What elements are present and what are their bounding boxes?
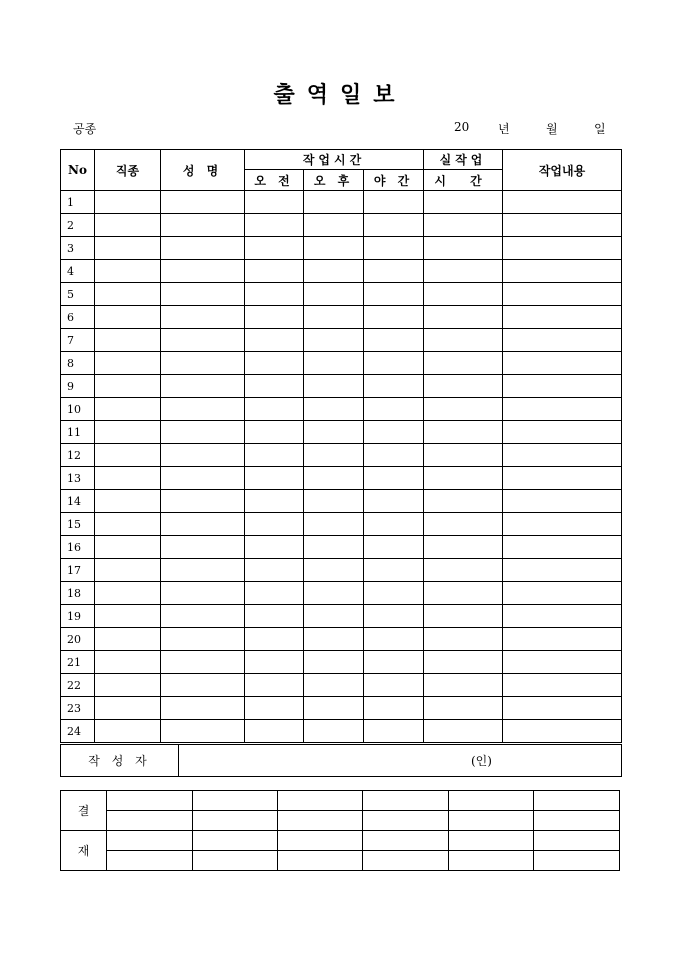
table-row	[61, 237, 622, 260]
entry-cell[interactable]	[364, 398, 424, 421]
entry-cell[interactable]	[503, 329, 622, 352]
row-number: 24	[61, 720, 95, 743]
row-number: 17	[61, 559, 95, 582]
row-number: 22	[61, 674, 95, 697]
writer-table	[60, 744, 622, 777]
row-number: 20	[61, 628, 95, 651]
entry-cell[interactable]	[503, 237, 622, 260]
approval-cell[interactable]	[363, 811, 449, 831]
entry-cell[interactable]	[424, 536, 503, 559]
entry-cell[interactable]	[161, 444, 245, 467]
row-number: 19	[61, 605, 95, 628]
approval-cell[interactable]	[278, 811, 363, 831]
entry-cell[interactable]	[364, 375, 424, 398]
entry-cell[interactable]	[245, 283, 304, 306]
entry-cell[interactable]	[161, 651, 245, 674]
row-number: 2	[61, 214, 95, 237]
approval-cell[interactable]	[534, 851, 620, 871]
table-row	[61, 651, 622, 674]
col-night: 야 간	[364, 170, 424, 191]
approval-cell[interactable]	[534, 831, 620, 851]
table-row	[61, 582, 622, 605]
entry-cell[interactable]	[424, 306, 503, 329]
entry-cell[interactable]	[424, 444, 503, 467]
entry-cell[interactable]	[503, 536, 622, 559]
entry-cell[interactable]	[304, 191, 364, 214]
entry-cell[interactable]	[161, 191, 245, 214]
row-number: 13	[61, 467, 95, 490]
entry-cell[interactable]	[95, 513, 161, 536]
entry-cell[interactable]	[95, 283, 161, 306]
approval-cell[interactable]	[449, 811, 534, 831]
month-unit: 월	[546, 122, 558, 136]
col-actual-bottom: 시 간	[424, 170, 503, 191]
entry-cell[interactable]	[304, 513, 364, 536]
entry-cell[interactable]	[424, 559, 503, 582]
approval-cell[interactable]	[107, 791, 193, 811]
entry-cell[interactable]	[424, 651, 503, 674]
entry-cell[interactable]	[364, 628, 424, 651]
entry-cell[interactable]	[364, 260, 424, 283]
entry-cell[interactable]	[364, 467, 424, 490]
row-number: 23	[61, 697, 95, 720]
table-row	[61, 697, 622, 720]
col-content: 작업내용	[503, 150, 622, 191]
entry-cell[interactable]	[161, 306, 245, 329]
entry-cell[interactable]	[503, 398, 622, 421]
entry-cell[interactable]	[95, 559, 161, 582]
entry-cell[interactable]	[245, 582, 304, 605]
entry-cell[interactable]	[503, 582, 622, 605]
table-row	[61, 467, 622, 490]
entry-cell[interactable]	[245, 674, 304, 697]
table-row	[61, 398, 622, 421]
entry-cell[interactable]	[424, 467, 503, 490]
entry-cell[interactable]	[503, 444, 622, 467]
col-afternoon: 오 후	[304, 170, 364, 191]
approval-cell[interactable]	[193, 851, 278, 871]
day-unit: 일	[594, 122, 606, 136]
entry-cell[interactable]	[364, 605, 424, 628]
approval-label-top: 결	[61, 791, 107, 831]
entry-cell[interactable]	[95, 237, 161, 260]
entry-cell[interactable]	[503, 628, 622, 651]
entry-cell[interactable]	[161, 697, 245, 720]
entry-cell[interactable]	[245, 329, 304, 352]
table-row	[61, 720, 622, 743]
approval-cell[interactable]	[278, 831, 363, 851]
entry-cell[interactable]	[503, 375, 622, 398]
entry-cell[interactable]	[424, 582, 503, 605]
row-number: 21	[61, 651, 95, 674]
entry-cell[interactable]	[503, 283, 622, 306]
entry-cell[interactable]	[364, 559, 424, 582]
entry-cell[interactable]	[245, 375, 304, 398]
entry-cell[interactable]	[245, 605, 304, 628]
entry-cell[interactable]	[424, 191, 503, 214]
entry-cell[interactable]	[245, 536, 304, 559]
col-morning: 오 전	[245, 170, 304, 191]
table-row	[61, 513, 622, 536]
document-title: 출역일보	[273, 82, 407, 108]
entry-cell[interactable]	[304, 467, 364, 490]
entry-cell[interactable]	[245, 214, 304, 237]
approval-cell[interactable]	[534, 811, 620, 831]
entry-cell[interactable]	[364, 306, 424, 329]
approval-cell[interactable]	[193, 791, 278, 811]
entry-cell[interactable]	[161, 582, 245, 605]
entry-cell[interactable]	[95, 536, 161, 559]
entry-cell[interactable]	[424, 329, 503, 352]
entry-cell[interactable]	[245, 444, 304, 467]
entry-cell[interactable]	[304, 697, 364, 720]
entry-cell[interactable]	[304, 444, 364, 467]
entry-cell[interactable]	[424, 490, 503, 513]
entry-cell[interactable]	[95, 582, 161, 605]
entry-cell[interactable]	[304, 628, 364, 651]
trade-label: 공종	[73, 122, 97, 136]
entry-cell[interactable]	[304, 559, 364, 582]
entry-cell[interactable]	[503, 697, 622, 720]
table-row	[61, 444, 622, 467]
entry-cell[interactable]	[161, 352, 245, 375]
table-row	[61, 283, 622, 306]
entry-cell[interactable]	[364, 513, 424, 536]
entry-cell[interactable]	[245, 628, 304, 651]
entry-cell[interactable]	[424, 628, 503, 651]
approval-cell[interactable]	[107, 811, 193, 831]
entry-cell[interactable]	[364, 444, 424, 467]
entry-cell[interactable]	[245, 490, 304, 513]
entry-cell[interactable]	[424, 398, 503, 421]
approval-cell[interactable]	[107, 831, 193, 851]
entry-cell[interactable]	[503, 605, 622, 628]
entry-cell[interactable]	[304, 306, 364, 329]
entry-cell[interactable]	[245, 260, 304, 283]
approval-cell[interactable]	[363, 831, 449, 851]
entry-cell[interactable]	[364, 582, 424, 605]
entry-cell[interactable]	[304, 398, 364, 421]
approval-label-bottom: 재	[61, 831, 107, 871]
table-row	[61, 559, 622, 582]
entry-cell[interactable]	[245, 651, 304, 674]
entry-cell[interactable]	[95, 306, 161, 329]
col-no: No	[61, 150, 95, 191]
entry-cell[interactable]	[364, 352, 424, 375]
entry-cell[interactable]	[245, 513, 304, 536]
entry-cell[interactable]	[364, 329, 424, 352]
entry-cell[interactable]	[424, 237, 503, 260]
row-number: 10	[61, 398, 95, 421]
entry-cell[interactable]	[364, 720, 424, 743]
approval-cell[interactable]	[534, 791, 620, 811]
entry-cell[interactable]	[304, 421, 364, 444]
entry-cell[interactable]	[503, 651, 622, 674]
table-row	[61, 674, 622, 697]
entry-cell[interactable]	[245, 191, 304, 214]
entry-cell[interactable]	[245, 467, 304, 490]
entry-cell[interactable]	[503, 191, 622, 214]
approval-cell[interactable]	[278, 851, 363, 871]
entry-cell[interactable]	[95, 260, 161, 283]
entry-cell[interactable]	[161, 375, 245, 398]
entry-cell[interactable]	[161, 329, 245, 352]
entry-cell[interactable]	[161, 536, 245, 559]
entry-cell[interactable]	[503, 513, 622, 536]
approval-cell[interactable]	[278, 791, 363, 811]
row-number: 14	[61, 490, 95, 513]
approval-cell[interactable]	[449, 851, 534, 871]
entry-cell[interactable]	[424, 720, 503, 743]
entry-cell[interactable]	[161, 421, 245, 444]
row-number: 4	[61, 260, 95, 283]
row-number: 9	[61, 375, 95, 398]
entry-cell[interactable]	[424, 697, 503, 720]
entry-cell[interactable]	[503, 720, 622, 743]
approval-cell[interactable]	[363, 851, 449, 871]
entry-cell[interactable]	[95, 329, 161, 352]
entry-cell[interactable]	[304, 352, 364, 375]
entry-cell[interactable]	[424, 674, 503, 697]
entry-cell[interactable]	[304, 582, 364, 605]
entry-cell[interactable]	[424, 283, 503, 306]
entry-cell[interactable]	[424, 352, 503, 375]
entry-cell[interactable]	[161, 283, 245, 306]
entry-cell[interactable]	[364, 237, 424, 260]
entry-cell[interactable]	[503, 467, 622, 490]
table-row	[61, 490, 622, 513]
entry-cell[interactable]	[245, 720, 304, 743]
entry-cell[interactable]	[161, 214, 245, 237]
entry-cell[interactable]	[95, 214, 161, 237]
row-number: 3	[61, 237, 95, 260]
entry-cell[interactable]	[161, 720, 245, 743]
row-number: 11	[61, 421, 95, 444]
table-row	[61, 421, 622, 444]
entry-cell[interactable]	[161, 605, 245, 628]
entry-cell[interactable]	[95, 421, 161, 444]
row-number: 6	[61, 306, 95, 329]
entry-cell[interactable]	[95, 628, 161, 651]
col-job-type: 직종	[95, 150, 161, 191]
entry-cell[interactable]	[245, 421, 304, 444]
entry-cell[interactable]	[161, 513, 245, 536]
table-row	[61, 214, 622, 237]
entry-cell[interactable]	[424, 260, 503, 283]
entry-cell[interactable]	[364, 697, 424, 720]
entry-cell[interactable]	[161, 237, 245, 260]
entry-cell[interactable]	[503, 260, 622, 283]
entry-cell[interactable]	[364, 214, 424, 237]
entry-cell[interactable]	[503, 490, 622, 513]
entry-cell[interactable]	[245, 237, 304, 260]
entry-cell[interactable]	[503, 674, 622, 697]
entry-cell[interactable]	[95, 398, 161, 421]
row-number: 16	[61, 536, 95, 559]
entry-cell[interactable]	[95, 605, 161, 628]
approval-cell[interactable]	[193, 831, 278, 851]
entry-cell[interactable]	[95, 375, 161, 398]
entry-cell[interactable]	[161, 674, 245, 697]
entry-cell[interactable]	[161, 490, 245, 513]
entry-cell[interactable]	[161, 628, 245, 651]
approval-cell[interactable]	[363, 791, 449, 811]
entry-cell[interactable]	[424, 421, 503, 444]
entry-cell[interactable]	[245, 306, 304, 329]
entry-cell[interactable]	[364, 191, 424, 214]
entry-cell[interactable]	[95, 467, 161, 490]
table-row	[61, 329, 622, 352]
col-work-time: 작업시간	[245, 150, 424, 170]
entry-cell[interactable]	[503, 306, 622, 329]
entry-cell[interactable]	[364, 536, 424, 559]
entry-cell[interactable]	[503, 352, 622, 375]
entry-cell[interactable]	[304, 214, 364, 237]
entry-cell[interactable]	[304, 536, 364, 559]
row-number: 5	[61, 283, 95, 306]
table-row	[61, 536, 622, 559]
entry-cell[interactable]	[304, 237, 364, 260]
entry-cell[interactable]	[304, 260, 364, 283]
entry-cell[interactable]	[161, 260, 245, 283]
entry-cell[interactable]	[364, 283, 424, 306]
approval-cell[interactable]	[107, 851, 193, 871]
entry-cell[interactable]	[245, 398, 304, 421]
entry-cell[interactable]	[95, 697, 161, 720]
entry-cell[interactable]	[95, 490, 161, 513]
entry-cell[interactable]	[245, 559, 304, 582]
row-number: 7	[61, 329, 95, 352]
table-row	[61, 306, 622, 329]
table-row	[61, 605, 622, 628]
entry-cell[interactable]	[304, 674, 364, 697]
row-number: 1	[61, 191, 95, 214]
entry-cell[interactable]	[503, 421, 622, 444]
entry-cell[interactable]	[161, 467, 245, 490]
table-row	[61, 628, 622, 651]
entry-cell[interactable]	[424, 214, 503, 237]
entry-cell[interactable]	[161, 398, 245, 421]
table-row	[61, 352, 622, 375]
entry-cell[interactable]	[245, 697, 304, 720]
table-row	[61, 191, 622, 214]
approval-cell[interactable]	[193, 811, 278, 831]
entry-cell[interactable]	[424, 375, 503, 398]
entry-cell[interactable]	[304, 651, 364, 674]
entry-cell[interactable]	[161, 559, 245, 582]
approval-cell[interactable]	[449, 791, 534, 811]
entry-cell[interactable]	[364, 490, 424, 513]
entry-cell[interactable]	[424, 513, 503, 536]
table-row	[61, 260, 622, 283]
entry-cell[interactable]	[503, 214, 622, 237]
year-unit: 년	[498, 122, 510, 136]
row-number: 15	[61, 513, 95, 536]
row-number: 12	[61, 444, 95, 467]
col-name: 성 명	[161, 150, 245, 191]
year-prefix: 20	[454, 120, 470, 134]
row-number: 8	[61, 352, 95, 375]
entry-cell[interactable]	[95, 352, 161, 375]
entry-cell[interactable]	[95, 191, 161, 214]
entry-cell[interactable]	[364, 421, 424, 444]
entry-cell[interactable]	[95, 674, 161, 697]
attendance-table	[60, 149, 622, 743]
table-row	[61, 375, 622, 398]
entry-cell[interactable]	[304, 283, 364, 306]
entry-cell[interactable]	[245, 352, 304, 375]
entry-cell[interactable]	[364, 674, 424, 697]
entry-cell[interactable]	[95, 444, 161, 467]
col-actual-top: 실작업	[424, 150, 503, 170]
entry-cell[interactable]	[503, 559, 622, 582]
entry-cell[interactable]	[304, 720, 364, 743]
row-number: 18	[61, 582, 95, 605]
entry-cell[interactable]	[304, 605, 364, 628]
entry-cell[interactable]	[304, 375, 364, 398]
approval-cell[interactable]	[449, 831, 534, 851]
writer-label: 작 성 자	[61, 745, 179, 777]
entry-cell[interactable]	[95, 720, 161, 743]
entry-cell[interactable]	[95, 651, 161, 674]
entry-cell[interactable]	[304, 490, 364, 513]
writer-seal: (인)	[179, 745, 622, 777]
entry-cell[interactable]	[364, 651, 424, 674]
entry-cell[interactable]	[304, 329, 364, 352]
approval-table	[60, 790, 620, 871]
entry-cell[interactable]	[424, 605, 503, 628]
